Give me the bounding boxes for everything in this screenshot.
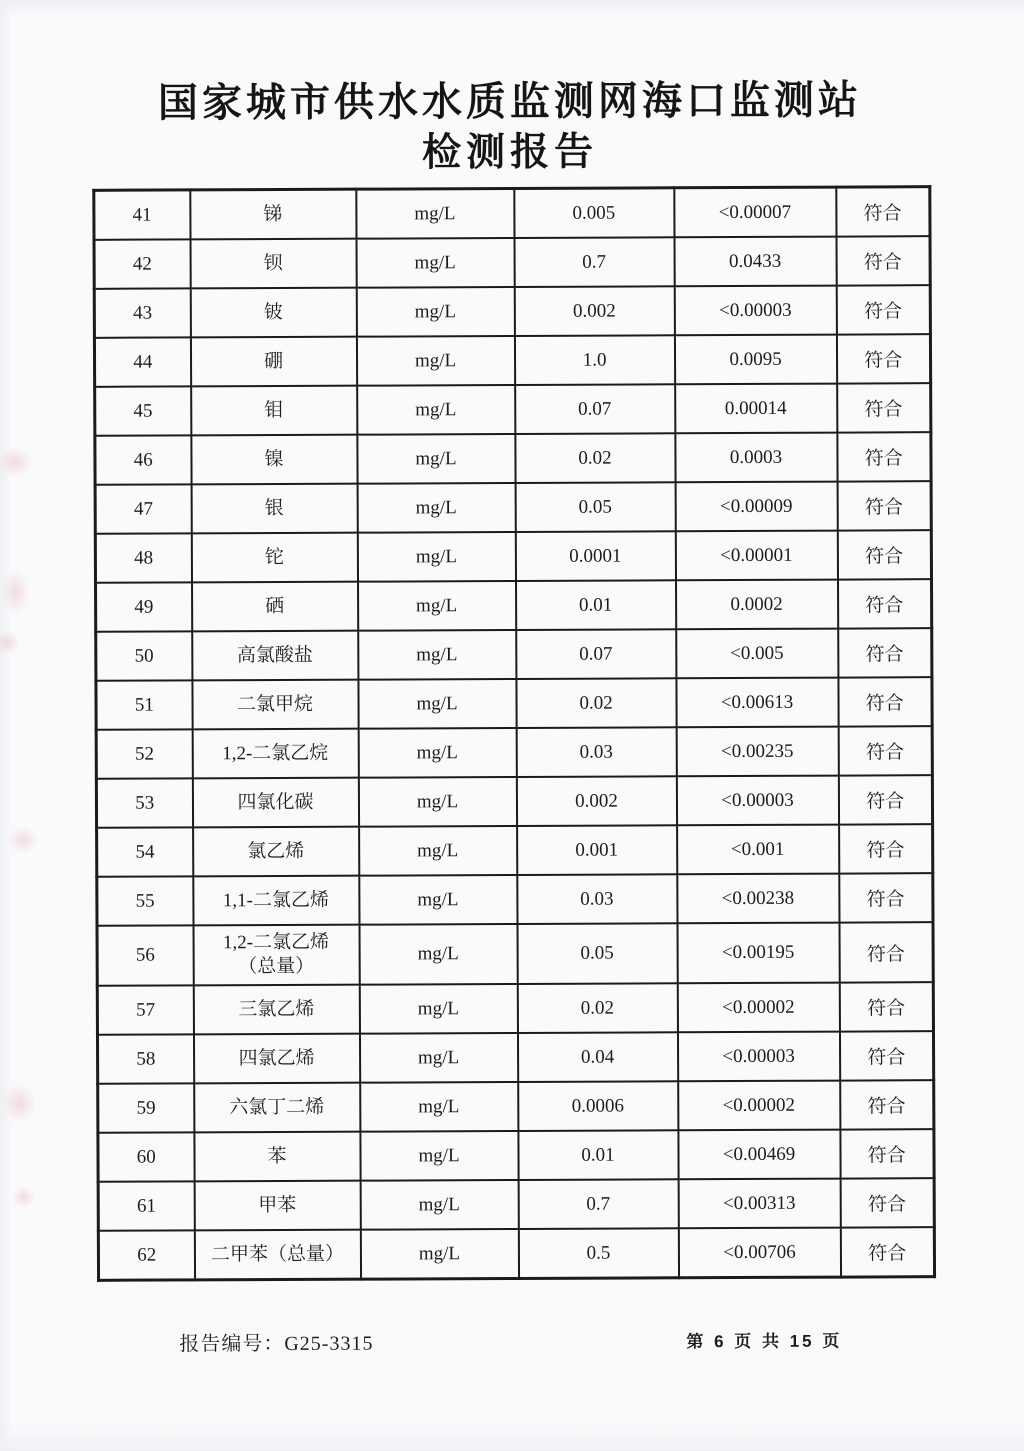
cell-index: 46 [95,435,191,484]
cell-verdict: 符合 [840,1080,934,1129]
cell-verdict: 符合 [836,285,930,334]
cell-unit: mg/L [357,385,515,435]
cell-unit: mg/L [358,630,516,680]
cell-limit-value: 0.7 [518,1179,678,1229]
cell-verdict: 符合 [837,432,931,481]
cell-index: 53 [96,778,192,827]
cell-unit: mg/L [356,238,514,288]
cell-index: 47 [95,484,191,533]
cell-limit-value: 0.07 [515,384,675,434]
cell-limit-value: 0.7 [514,237,674,287]
cell-parameter-name: 氯乙烯 [193,827,359,877]
cell-index: 51 [96,680,192,729]
cell-measured-value: <0.00706 [678,1228,840,1278]
cell-parameter-name: 钼 [191,386,357,436]
cell-parameter-name: 1,2-二氯乙烷 [192,729,358,779]
cell-unit: mg/L [360,1180,518,1230]
report-number-value: G25-3315 [284,1332,374,1356]
cell-verdict: 符合 [837,383,931,432]
cell-parameter-name: 铍 [190,288,356,338]
cell-measured-value: <0.00003 [677,1032,839,1082]
cell-index: 61 [98,1181,194,1230]
cell-verdict: 符合 [836,187,930,237]
cell-unit: mg/L [358,728,516,778]
report-number [179,1327,373,1357]
cell-limit-value: 0.04 [517,1032,677,1082]
scan-smudge [0,562,34,622]
cell-measured-value: <0.005 [676,629,838,679]
cell-parameter-name: 1,2-二氯乙烯 （总量） [193,925,359,986]
cell-limit-value: 0.03 [517,874,677,924]
cell-index: 45 [95,386,191,435]
cell-unit: mg/L [357,434,515,484]
table-row [95,432,931,485]
cell-verdict: 符合 [836,236,930,285]
cell-parameter-name: 四氯化碳 [192,778,358,828]
cell-parameter-name: 镍 [191,435,357,485]
cell-verdict: 符合 [837,530,931,579]
cell-limit-value: 0.03 [516,727,676,777]
cell-limit-value: 0.002 [514,286,674,336]
table-row [96,677,932,730]
table-row [97,922,933,986]
cell-unit: mg/L [359,984,517,1034]
cell-unit: mg/L [358,581,516,631]
cell-unit: mg/L [356,188,514,238]
cell-limit-value: 0.001 [517,825,677,875]
cell-unit: mg/L [360,1082,518,1132]
cell-measured-value: <0.00002 [678,1081,840,1131]
cell-index: 43 [94,288,190,337]
table-row [94,334,930,387]
cell-verdict: 符合 [839,982,933,1031]
cell-parameter-name: 铊 [191,533,357,583]
cell-verdict: 符合 [840,1178,934,1227]
table-row [98,1227,934,1280]
cell-measured-value: <0.00002 [677,983,839,1033]
table-row [95,481,931,534]
table-row [97,873,933,926]
cell-index: 62 [98,1230,194,1280]
cell-parameter-name: 二氯甲烷 [192,680,358,730]
table-row [96,775,932,828]
table-row [98,1178,934,1231]
cell-unit: mg/L [359,826,517,876]
cell-index: 52 [96,729,192,778]
cell-index: 49 [96,582,192,631]
cell-verdict: 符合 [840,1227,934,1277]
cell-verdict: 符合 [839,873,933,922]
page-title-line2: 检测报告 [422,130,599,175]
cell-measured-value: <0.00313 [678,1179,840,1229]
table-row [97,982,933,1035]
cell-parameter-name: 银 [191,484,357,534]
scan-smudge [0,1077,42,1129]
cell-index: 59 [98,1083,194,1132]
cell-parameter-name: 二甲苯（总量） [194,1230,360,1280]
cell-limit-value: 0.5 [518,1228,678,1278]
cell-limit-value: 0.01 [516,580,676,630]
cell-verdict: 符合 [839,824,933,873]
page-title [0,74,1022,180]
cell-limit-value: 0.02 [515,433,675,483]
page-footer [3,1324,1024,1358]
cell-index: 60 [98,1132,194,1181]
cell-verdict: 符合 [839,922,933,982]
cell-index: 42 [94,239,190,288]
cell-unit: mg/L [357,532,515,582]
cell-index: 50 [96,631,192,680]
cell-parameter-name: 1,1-二氯乙烯 [193,876,359,926]
cell-unit: mg/L [358,679,516,729]
report-number-label: 报告编号： [179,1333,285,1356]
cell-parameter-name: 钡 [190,239,356,289]
cell-limit-value: 0.002 [516,776,676,826]
cell-measured-value: 0.0433 [674,237,836,287]
cell-unit: mg/L [359,875,517,925]
cell-parameter-name: 苯 [194,1132,360,1182]
cell-unit: mg/L [358,777,516,827]
cell-verdict: 符合 [838,628,932,677]
table-row [96,579,932,632]
cell-parameter-name: 锑 [190,189,356,239]
table-row [95,383,931,436]
cell-measured-value: <0.00613 [676,678,838,728]
cell-verdict: 符合 [838,579,932,628]
table-row [98,1080,934,1133]
cell-measured-value: 0.0003 [675,433,837,483]
table-row [97,824,933,877]
results-table [92,185,936,1282]
table-row [95,530,931,583]
scan-smudge [3,822,43,858]
table-row [94,236,930,289]
table-row [96,726,932,779]
cell-limit-value: 1.0 [514,335,674,385]
cell-verdict: 符合 [840,1129,934,1178]
cell-measured-value: 0.0002 [676,580,838,630]
table-row [96,628,932,681]
table-row [94,285,930,338]
table-row [98,1129,934,1182]
cell-limit-value: 0.02 [516,678,676,728]
cell-limit-value: 0.05 [517,923,677,984]
cell-parameter-name: 硼 [190,337,356,387]
cell-parameter-name: 四氯乙烯 [193,1034,359,1084]
cell-measured-value: <0.00003 [676,776,838,826]
cell-measured-value: <0.00238 [677,874,839,924]
cell-measured-value: 0.00014 [675,384,837,434]
cell-parameter-name: 三氯乙烯 [193,985,359,1035]
cell-measured-value: <0.00469 [678,1130,840,1180]
page-number-indicator: 第 6 页 共 15 页 [686,1331,843,1352]
scan-smudge [0,442,40,482]
cell-verdict: 符合 [838,726,932,775]
scan-smudge [0,627,24,657]
cell-measured-value: <0.00009 [675,482,837,532]
cell-parameter-name: 六氯丁二烯 [194,1083,360,1133]
cell-unit: mg/L [356,287,514,337]
scan-smudge [9,1182,39,1212]
cell-unit: mg/L [359,924,517,985]
cell-index: 54 [97,827,193,876]
cell-verdict: 符合 [838,775,932,824]
cell-verdict: 符合 [839,1031,933,1080]
cell-index: 56 [97,925,193,985]
cell-unit: mg/L [356,336,514,386]
cell-index: 44 [94,337,190,386]
cell-limit-value: 0.0006 [518,1081,678,1131]
cell-measured-value: <0.00007 [674,187,836,237]
cell-parameter-name: 甲苯 [194,1181,360,1231]
cell-index: 58 [97,1034,193,1083]
cell-unit: mg/L [360,1229,518,1279]
cell-verdict: 符合 [836,334,930,383]
cell-limit-value: 0.02 [517,983,677,1033]
table-row [94,187,930,240]
cell-unit: mg/L [360,1131,518,1181]
table-row [97,1031,933,1084]
cell-limit-value: 0.07 [516,629,676,679]
cell-index: 57 [97,985,193,1034]
cell-index: 55 [97,876,193,925]
cell-measured-value: 0.0095 [674,335,836,385]
cell-index: 48 [95,533,191,582]
cell-parameter-name: 高氯酸盐 [192,631,358,681]
cell-verdict: 符合 [837,481,931,530]
page-title-line1: 国家城市供水水质监测网海口监测站 [157,77,863,126]
cell-measured-value: <0.00001 [675,531,837,581]
cell-verdict: 符合 [838,677,932,726]
cell-unit: mg/L [359,1033,517,1083]
cell-parameter-name: 硒 [192,582,358,632]
cell-measured-value: <0.001 [677,825,839,875]
results-table-body [94,187,935,1281]
cell-limit-value: 0.0001 [515,531,675,581]
cell-limit-value: 0.005 [514,188,674,238]
cell-limit-value: 0.05 [515,482,675,532]
cell-measured-value: <0.00003 [674,286,836,336]
cell-measured-value: <0.00235 [676,727,838,777]
cell-unit: mg/L [357,483,515,533]
cell-index: 41 [94,190,190,240]
cell-limit-value: 0.01 [518,1130,678,1180]
cell-measured-value: <0.00195 [677,923,839,984]
